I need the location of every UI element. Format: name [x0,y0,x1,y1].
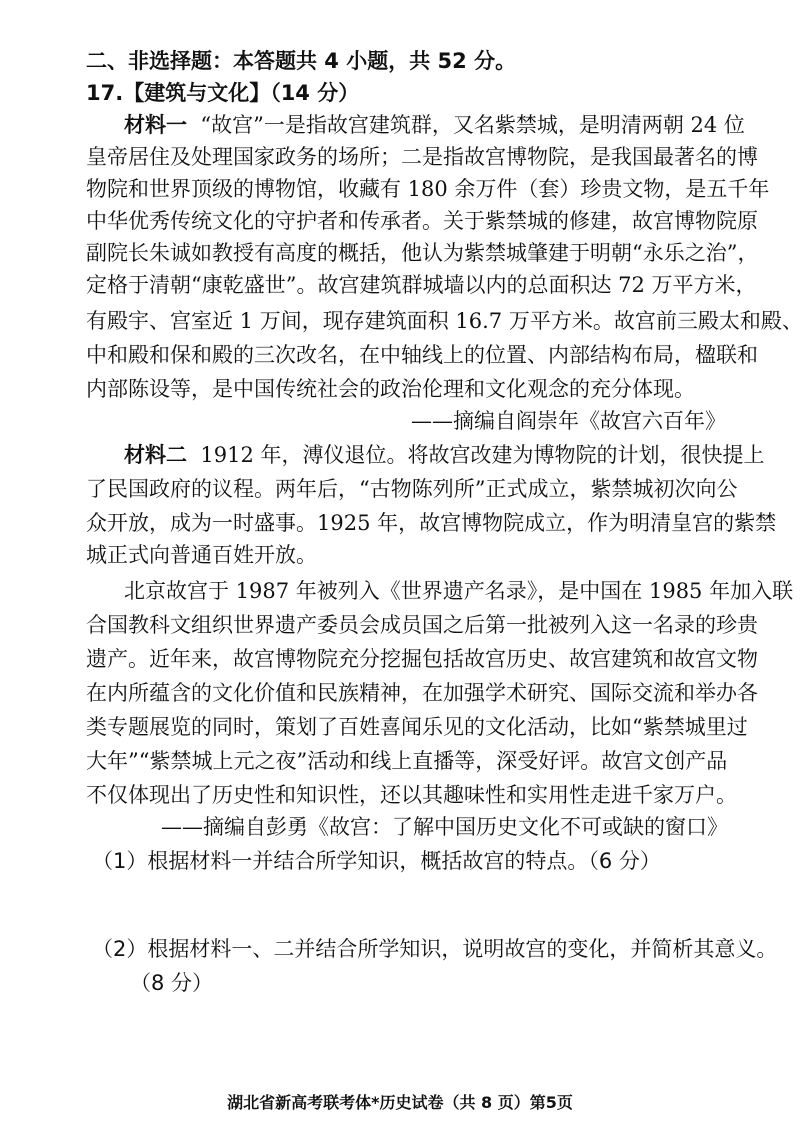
material-2-line-3: 众开放，成为一时盛事。1925 年，故宫博物院成立，作为明清皇宫的紫禁 [86,511,777,535]
material-2-line-4: 城正式向普通百姓开放。 [86,543,317,567]
question-17-title: 17.【建筑与文化】（14 分） [86,81,360,105]
material-1-line-1: 材料一 “故宫”一是指故宫建筑群，又名紫禁城，是明清两朝 24 位 [124,113,745,137]
material-1-line-9: 内部陈设等，是中国传统社会的政治伦理和文化观念的充分体现。 [86,377,695,401]
material-2-label: 材料二 [124,443,187,467]
material-2-para-2-line-6: 大年”“紫禁城上元之夜”活动和线上直播等，深受好评。故宫文创产品 [86,749,728,773]
sub-question-2: （2）根据材料一、二并结合所学知识，说明故宫的变化，并简析其意义。 [92,937,778,961]
material-1-source: ——摘编自阎崇年《故宫六百年》 [411,409,726,433]
material-2-para-2-line-1: 北京故宫于 1987 年被列入《世界遗产名录》，是中国在 1985 年加入联 [124,579,794,603]
material-2-para-2-line-4: 在内所蕴含的文化价值和民族精神，在加强学术研究、国际交流和举办各 [86,681,758,705]
material-1-line-2: 皇帝居住及处理国家政务的场所；二是指故宫博物院，是我国最著名的博 [86,145,758,169]
sub-question-1: （1）根据材料一并结合所学知识，概括故宫的特点。（6 分） [92,849,661,873]
material-2-para-2-line-2: 合国教科文组织世界遗产委员会成员国之后第一批被列入这一名录的珍贵 [86,613,758,637]
material-1-line-5: 副院长朱诚如教授有高度的概括，他认为紫禁城肇建于明朝“永乐之治”， [86,241,759,265]
material-2-source: ——摘编自彭勇《故宫：了解中国历史文化不可或缺的窗口》 [161,815,728,839]
page-footer: 湖北省新高考联考体*历史试卷（共 8 页）第5页 [227,1093,573,1112]
material-2-para-2-line-7: 不仅体现出了历史性和知识性，还以其趣味性和实用性走进千家万户。 [86,783,737,807]
material-2-line-1: 材料二 1912 年，溥仪退位。将故宫改建为博物院的计划，很快提上 [124,443,765,467]
material-1-label: 材料一 [124,113,187,137]
material-1-line-7: 有殿宇、宫室近 1 万间，现存建筑面积 16.7 万平方米。故宫前三殿太和殿、 [86,309,803,333]
sub-question-2-points: （8 分） [130,971,214,995]
material-2-line-2: 了民国政府的议程。两年后，“古物陈列所”正式成立，紫禁城初次向公 [86,477,738,501]
material-1-line-3: 物院和世界顶级的博物馆，收藏有 180 余万件（套）珍贵文物，是五千年 [86,177,770,201]
section-heading: 二、非选择题：本答题共 4 小题，共 52 分。 [86,49,517,73]
material-2-para-2-line-5: 类专题展览的同时，策划了百姓喜闻乐见的文化活动，比如“紫禁城里过 [86,715,748,739]
material-1-line-8: 中和殿和保和殿的三次改名，在中轴线上的位置、内部结构布局，楹联和 [86,343,758,367]
material-2-para-2-line-3: 遗产。近年来，故宫博物院充分挖掘包括故宫历史、故宫建筑和故宫文物 [86,647,758,671]
material-1-line-4: 中华优秀传统文化的守护者和传承者。关于紫禁城的修建，故宫博物院原 [86,209,758,233]
material-1-line-6: 定格于清朝“康乾盛世”。故宫建筑群城墙以内的总面积达 72 万平方米， [86,273,757,297]
